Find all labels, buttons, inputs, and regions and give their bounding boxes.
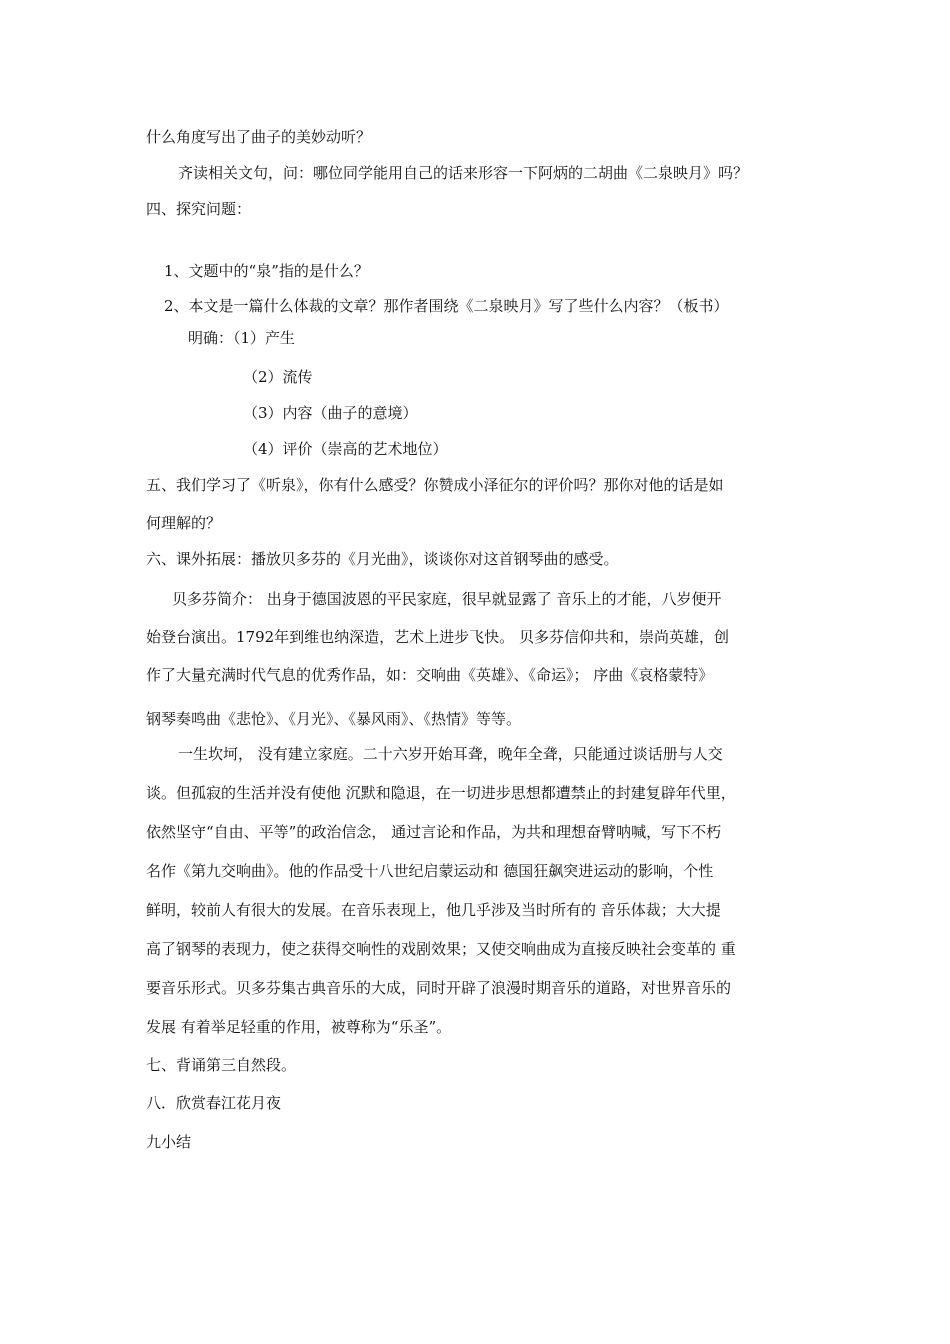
section-heading: 九小结 [146, 1133, 192, 1151]
section-heading: 五、我们学习了《听泉》，你有什么感受？你赞成小泽征尔的评价吗？那你对他的话是如 [146, 476, 724, 494]
text-line: 鲜明，较前人有很大的发展。在音乐表现上，他几乎涉及当时所有的 音乐体裁；大大提 [146, 901, 721, 919]
text-line: 谈。但孤寂的生活并没有使他 沉默和隐退，在一切进步思想都遭禁止的封建复辟年代里， [146, 784, 736, 802]
text-line: 贝多芬简介： 出身于德国波恩的平民家庭，很早就显露了 音乐上的才能，八岁便开 [172, 590, 722, 608]
text-line: 钢琴奏鸣曲《悲怆》、《月光》、《暴风雨》、《热情》等等。 [146, 710, 522, 728]
text-line: 始登台演出。1792年到维也纳深造，艺术上进步飞快。 贝多芬信仰共和，崇尚英雄，创 [146, 628, 729, 646]
list-item: （4）评价（崇高的艺术地位） [243, 440, 448, 458]
text-line: 一生坎坷， 没有建立家庭。二十六岁开始耳聋，晚年全聋，只能通过谈话册与人交 [178, 745, 723, 763]
section-heading: 四、探究问题： [146, 200, 252, 218]
text-line: 发展 有着举足轻重的作用，被尊称为“乐圣”。 [146, 1018, 452, 1036]
list-item: 1、文题中的“泉”指的是什么？ [164, 262, 369, 280]
text-line: 齐读相关文句，问：哪位同学能用自己的话来形容一下阿炳的二胡曲《二泉映月》吗？ [178, 164, 749, 182]
text-line: 名作《第九交响曲》。他的作品受十八世纪启蒙运动和 德国狂飙突进运动的影响，个性 [146, 862, 714, 880]
text-line: 何理解的？ [146, 514, 222, 532]
text-line: 要音乐形式。贝多芬集古典音乐的大成，同时开辟了浪漫时期音乐的道路，对世界音乐的 [146, 979, 732, 997]
text-line: 作了大量充满时代气息的优秀作品，如：交响曲《英雄》、《命运》； 序曲《哀格蒙特》 [146, 666, 714, 684]
text-line: 依然坚守“自由、平等”的政治信念， 通过言论和作品，为共和理想奋臂呐喊，写下不朽 [146, 823, 722, 841]
list-item: （3）内容（曲子的意境） [243, 404, 418, 422]
text-line: 明确：（1）产生 [188, 329, 296, 347]
section-heading: 七、背诵第三自然段。 [146, 1056, 297, 1074]
text-line: 什么角度写出了曲子的美妙动听？ [146, 128, 372, 146]
section-heading: 六、课外拓展：播放贝多芬的《月光曲》，谈谈你对这首钢琴曲的感受。 [146, 550, 619, 568]
text-line: 高了钢琴的表现力，使之获得交响性的戏剧效果；又使交响曲成为直接反映社会变革的 重 [146, 940, 736, 958]
list-item: （2）流传 [243, 368, 313, 386]
section-heading: 八．欣赏春江花月夜 [146, 1094, 282, 1112]
list-item: 2、本文是一篇什么体裁的文章？那作者围绕《二泉映月》写了些什么内容？（板书） [164, 297, 729, 315]
